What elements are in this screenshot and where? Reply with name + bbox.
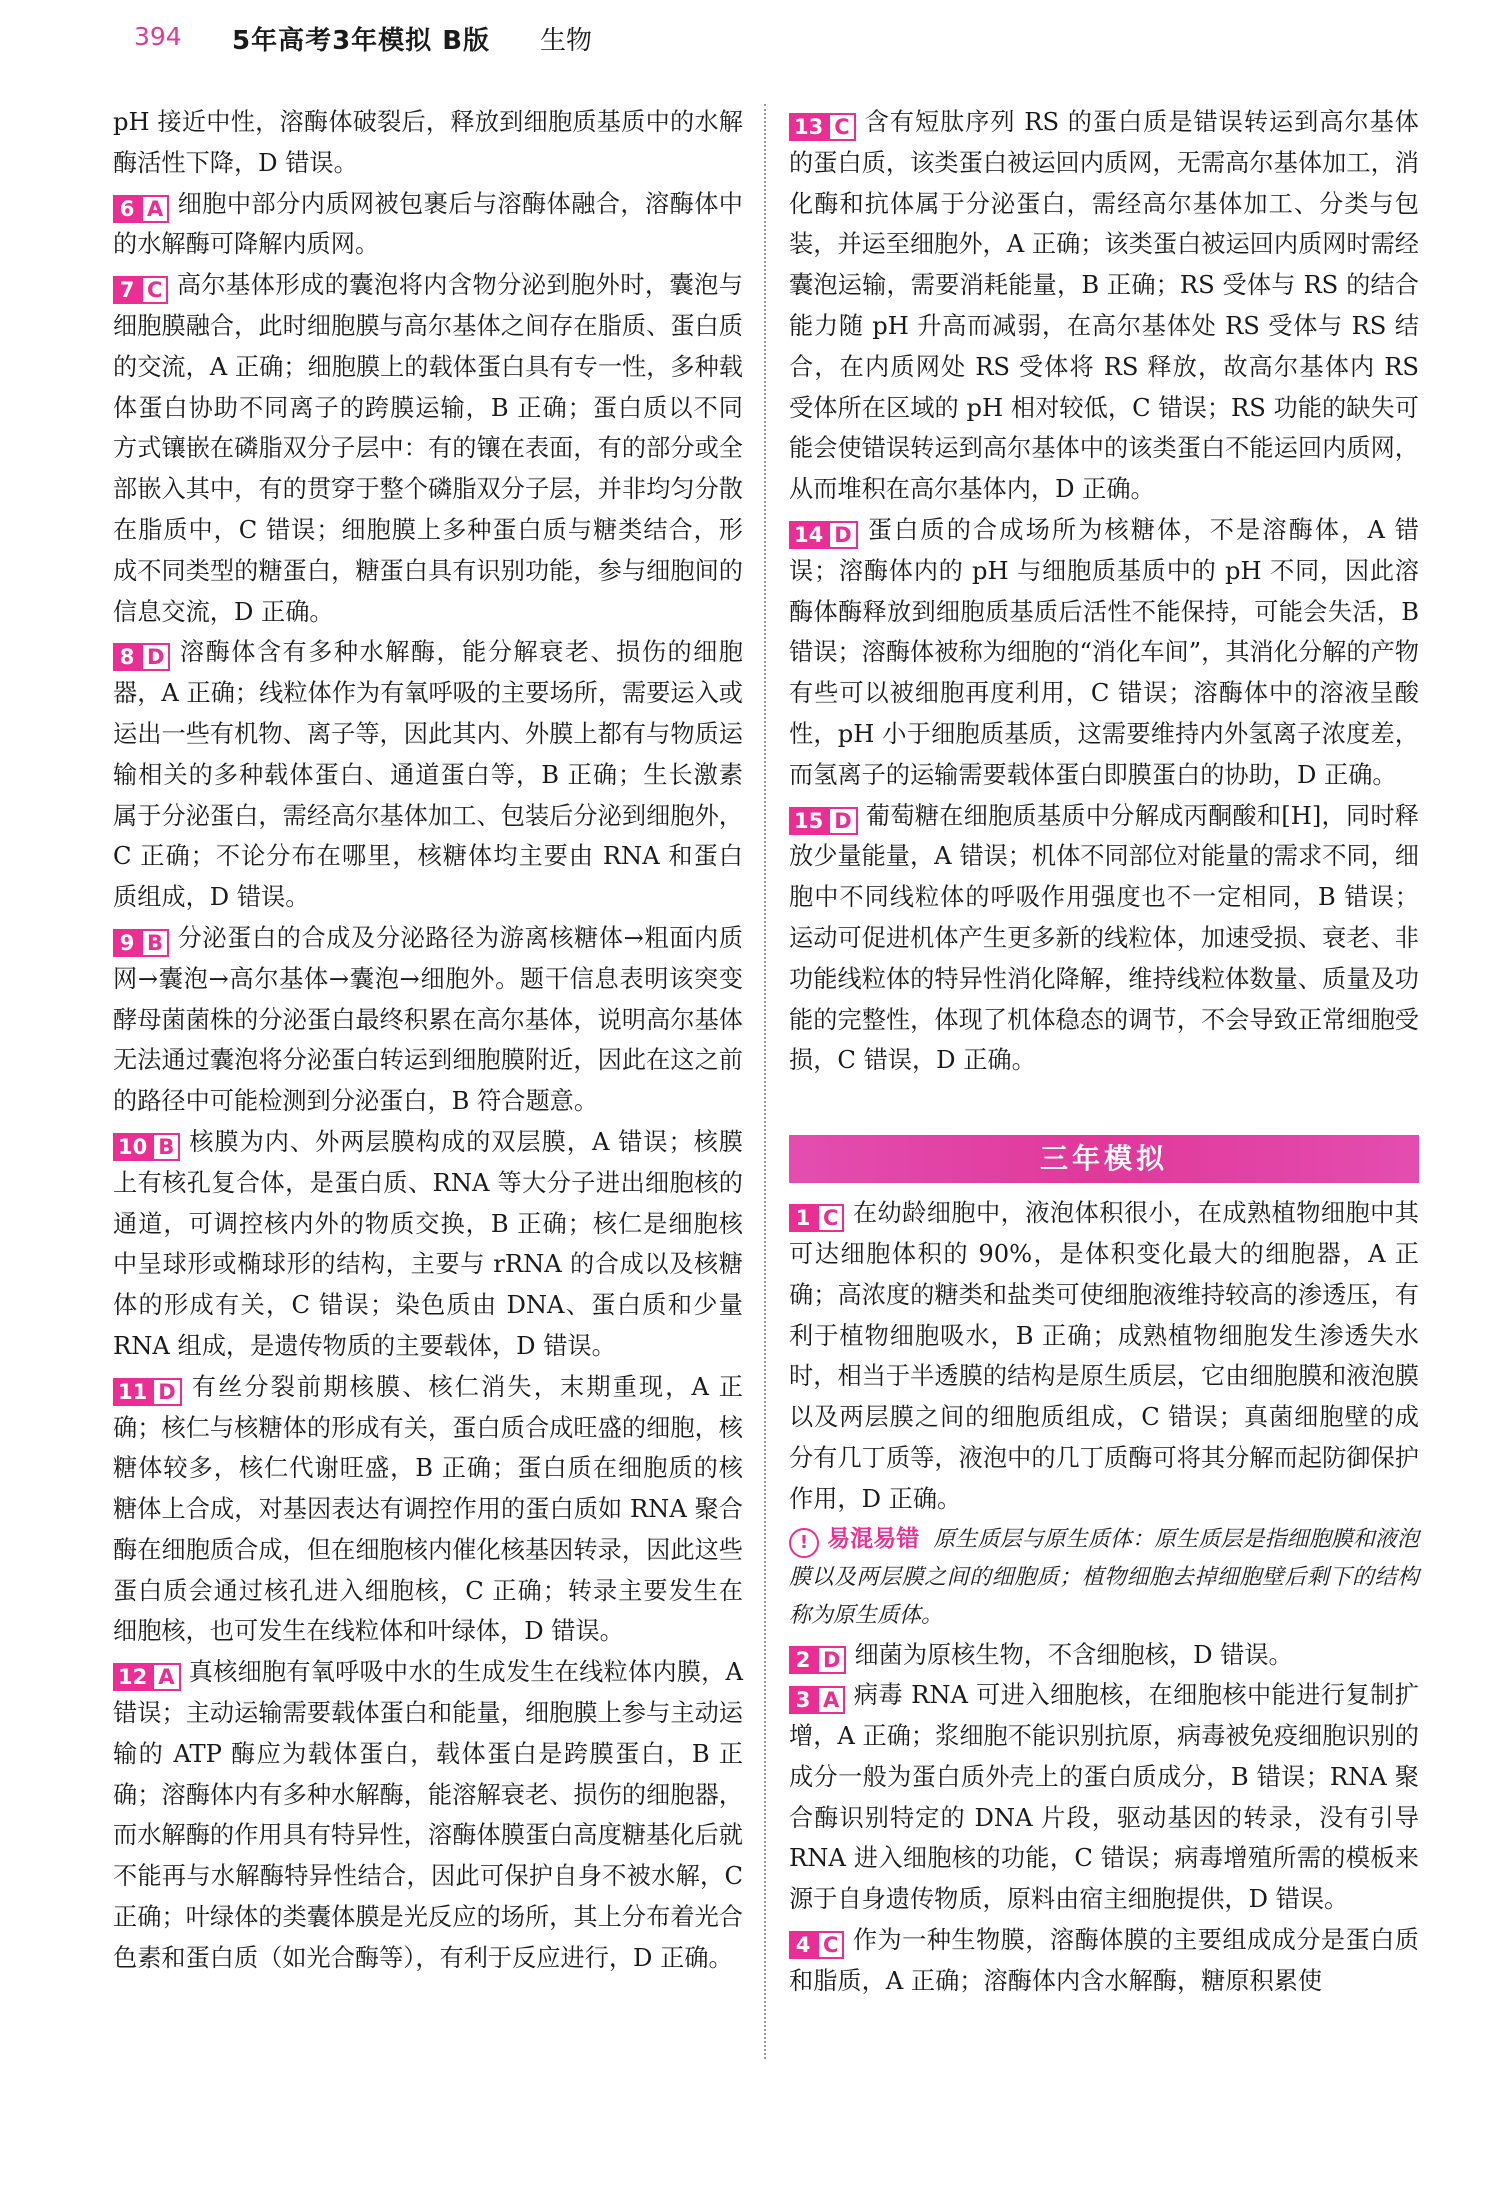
question-number: 12: [113, 1663, 152, 1691]
answer-letter: D: [828, 807, 857, 835]
answer-badge: [789, 1931, 844, 1959]
exclamation-icon: !: [789, 1528, 819, 1558]
answer-text: 病毒 RNA 可进入细胞核，在细胞核中能进行复制扩增，A 正确；浆细胞不能识别抗原，病毒被免疫细胞识别的成分一般为蛋白质外壳上的蛋白质成分，B 错误；RNA 聚合酶识别特定的 DNA 片段，驱动基因的转录，没有引导 RNA 进入细胞核的功能，C 错误；病毒增殖所需的模板来源于自身遗传物质，原料由宿主细胞提供，D 错误。: [789, 1681, 1419, 1914]
answer-badge: [113, 276, 168, 304]
answer-item: [789, 510, 1419, 796]
answer-item: [113, 102, 743, 184]
answer-letter: C: [817, 1931, 844, 1959]
tip-text: 原生质层与原生质体：原生质层是指细胞膜和液泡膜以及两层膜之间的细胞质；植物细胞去掉细胞壁后剩下的结构称为原生质体。: [789, 1526, 1419, 1628]
question-number: 7: [113, 276, 141, 304]
answer-letter: D: [152, 1378, 181, 1406]
subject-label: 生物: [540, 26, 593, 56]
answer-text: 细胞中部分内质网被包裹后与溶酶体融合，溶酶体中的水解酶可降解内质网。: [113, 189, 743, 259]
answer-letter: A: [817, 1686, 845, 1714]
question-number: 9: [113, 929, 141, 957]
right-column: [789, 102, 1419, 2002]
section-banner: 三年模拟: [789, 1135, 1419, 1183]
answer-text: 作为一种生物膜，溶酶体膜的主要组成成分是蛋白质和脂质，A 正确；溶酶体内含水解酶，糖原积累使: [789, 1926, 1419, 1995]
answer-badge: [789, 521, 858, 549]
question-number: 11: [113, 1378, 152, 1406]
answer-badge: [789, 807, 858, 835]
question-number: 8: [113, 643, 141, 671]
answer-badge: [113, 1133, 180, 1161]
question-number: 15: [789, 807, 828, 835]
answer-text: 高尔基体形成的囊泡将内含物分泌到胞外时，囊泡与细胞膜融合，此时细胞膜与高尔基体之间存在脂质、蛋白质的交流，A 正确；细胞膜上的载体蛋白具有专一性，多种载体蛋白协助不同离子的跨膜运输，B 正确；蛋白质以不同方式镶嵌在磷脂双分子层中：有的镶在表面，有的部分或全部嵌入其中，有的贯穿于整个磷脂双分子层，并非均匀分散在脂质中，C 错误；细胞膜上多种蛋白质与糖类结合，形成不同类型的糖蛋白，糖蛋白具有识别功能，参与细胞间的信息交流，D 正确。: [113, 271, 743, 626]
answer-text: 有丝分裂前期核膜、核仁消失，末期重现，A 正确；核仁与核糖体的形成有关，蛋白质合成旺盛的细胞，核糖体较多，核仁代谢旺盛，B 正确；蛋白质在细胞质的核糖体上合成，对基因表达有调控作用的蛋白质如 RNA 聚合酶在细胞质合成，但在细胞核内催化核基因转录，因此这些蛋白质会通过核孔进入细胞核，C 正确；转录主要发生在细胞核，也可发生在线粒体和叶绿体，D 错误。: [113, 1372, 743, 1646]
answer-badge: [113, 195, 169, 223]
answer-badge: [789, 1686, 845, 1714]
answer-text: 核膜为内、外两层膜构成的双层膜，A 错误；核膜上有核孔复合体，是蛋白质、RNA 等大分子进出细胞核的通道，可调控核内外的物质交换，B 正确；核仁是细胞核中呈球形或椭球形的结构，主要与 rRNA 的合成以及核糖体的形成有关，C 错误；染色质由 DNA、蛋白质和少量 RNA 组成，是遗传物质的主要载体，D 错误。: [113, 1127, 743, 1360]
question-number: 3: [789, 1686, 817, 1714]
answer-item: [789, 1635, 1419, 1676]
answer-letter: C: [817, 1204, 844, 1232]
answer-badge: [789, 113, 856, 141]
answer-item: [113, 1122, 743, 1367]
answer-badge: [789, 1204, 844, 1232]
answer-letter: D: [141, 643, 170, 671]
tip-label: 易混易错: [827, 1525, 920, 1552]
answer-text: 含有短肽序列 RS 的蛋白质是错误转运到高尔基体的蛋白质，该类蛋白被运回内质网，无需高尔基体加工，消化酶和抗体属于分泌蛋白，需经高尔基体加工、分类与包装，并运至细胞外，A 正确；该类蛋白被运回内质网时需经囊泡运输，需要消耗能量，B 正确；RS 受体与 RS 的结合能力随 pH 升高而减弱，在高尔基体处 RS 受体与 RS 结合，在内质网处 RS 受体将 RS 释放，故高尔基体内 RS 受体所在区域的 pH 相对较低，C 错误；RS 功能的缺失可能会使错误转运到高尔基体中的该类蛋白不能运回内质网，从而堆积在高尔基体内，D 正确。: [789, 108, 1419, 504]
page-header: [0, 0, 1510, 80]
answer-letter: C: [141, 276, 168, 304]
answer-item: [789, 1193, 1419, 1519]
answer-text: pH 接近中性，溶酶体破裂后，释放到细胞质基质中的水解酶活性下降，D 错误。: [113, 108, 743, 177]
answer-letter: D: [817, 1646, 846, 1674]
answer-text: 真核细胞有氧呼吸中水的生成发生在线粒体内膜，A 错误；主动运输需要载体蛋白和能量，细胞膜上参与主动运输的 ATP 酶应为载体蛋白，载体蛋白是跨膜蛋白，B 正确；溶酶体内有多种水解酶，能溶解衰老、损伤的细胞器，而水解酶的作用具有特异性，溶酶体膜蛋白高度糖基化后就不能再与水解酶特异性结合，因此可保护自身不被水解，C 正确；叶绿体的类囊体膜是光反应的场所，其上分布着光合色素和蛋白质（如光合酶等），有利于反应进行，D 正确。: [113, 1658, 743, 1972]
answer-text: 溶酶体含有多种水解酶，能分解衰老、损伤的细胞器，A 正确；线粒体作为有氧呼吸的主要场所，需要运入或运出一些有机物、离子等，因此其内、外膜上都有与物质运输相关的多种载体蛋白、通道蛋白等，B 正确；生长激素属于分泌蛋白，需经高尔基体加工、包装后分泌到细胞外，C 正确；不论分布在哪里，核糖体均主要由 RNA 和蛋白质组成，D 错误。: [113, 638, 743, 912]
column-divider: [764, 104, 766, 2059]
answer-text: 葡萄糖在细胞质基质中分解成丙酮酸和[H]，同时释放少量能量，A 错误；机体不同部位对能量的需求不同，细胞中不同线粒体的呼吸作用强度也不一定相同，B 错误；运动可促进机体产生更多新的线粒体，加速受损、衰老、非功能线粒体的特异性消化降解，维持线粒体数量、质量及功能的完整性，体现了机体稳态的调节，不会导致正常细胞受损，C 错误，D 正确。: [789, 801, 1419, 1075]
answer-item: [789, 796, 1419, 1082]
answer-letter: B: [141, 929, 169, 957]
answer-text: 分泌蛋白的合成及分泌路径为游离核糖体→粗面内质网→囊泡→高尔基体→囊泡→细胞外。题干信息表明该突变酵母菌菌株的分泌蛋白最终积累在高尔基体，说明高尔基体无法通过囊泡将分泌蛋白转运到细胞膜附近，因此在这之前的路径中可能检测到分泌蛋白，B 符合题意。: [113, 923, 743, 1116]
answer-badge: [789, 1646, 846, 1674]
answer-letter: A: [141, 195, 169, 223]
answer-item: [789, 102, 1419, 510]
answer-letter: A: [152, 1663, 180, 1691]
answer-letter: D: [828, 521, 857, 549]
answer-badge: [113, 929, 169, 957]
answer-item: [113, 1367, 743, 1653]
answer-item: [789, 1920, 1419, 2002]
question-number: 6: [113, 195, 141, 223]
question-number: 14: [789, 521, 828, 549]
answer-text: 蛋白质的合成场所为核糖体，不是溶酶体，A 错误；溶酶体内的 pH 与细胞质基质中的 pH 不同，因此溶酶体酶释放到细胞质基质后活性不能保持，可能会失活，B 错误；溶酶体被称为细胞的“消化车间”，其消化分解的产物有些可以被细胞再度利用，C 错误；溶酶体中的溶液呈酸性，pH 小于细胞质基质，这需要维持内外氢离子浓度差，而氢离子的运输需要载体蛋白即膜蛋白的协助，D 正确。: [789, 515, 1419, 789]
answer-text: 细菌为原核生物，不含细胞核，D 错误。: [854, 1640, 1293, 1669]
question-number: 1: [789, 1204, 817, 1232]
book-title: 5年高考3年模拟 B版: [232, 26, 491, 56]
answer-item: [113, 1652, 743, 1978]
answer-item: [113, 265, 743, 632]
question-number: 2: [789, 1646, 817, 1674]
tip-note: [789, 1520, 1419, 1635]
answer-item: [113, 918, 743, 1122]
answer-item: [113, 632, 743, 918]
question-number: 4: [789, 1931, 817, 1959]
left-column: [113, 102, 743, 1979]
answer-item: [789, 1675, 1419, 1920]
answer-badge: [113, 643, 170, 671]
answer-text: 在幼龄细胞中，液泡体积很小，在成熟植物细胞中其可达细胞体积的 90%，是体积变化最大的细胞器，A 正确；高浓度的糖类和盐类可使细胞液维持较高的渗透压，有利于植物细胞吸水，B 正确；成熟植物细胞发生渗透失水时，相当于半透膜的结构是原生质层，它由细胞膜和液泡膜以及两层膜之间的细胞质组成，C 错误；真菌细胞壁的成分有几丁质等，液泡中的几丁质酶可将其分解而起防御保护作用，D 正确。: [789, 1199, 1419, 1513]
page-number: 394: [134, 22, 182, 51]
answer-item: [113, 184, 743, 266]
question-number: 10: [113, 1133, 152, 1161]
answer-letter: B: [152, 1133, 180, 1161]
answer-letter: C: [828, 113, 855, 141]
answer-badge: [113, 1378, 182, 1406]
question-number: 13: [789, 113, 828, 141]
answer-badge: [113, 1663, 181, 1691]
